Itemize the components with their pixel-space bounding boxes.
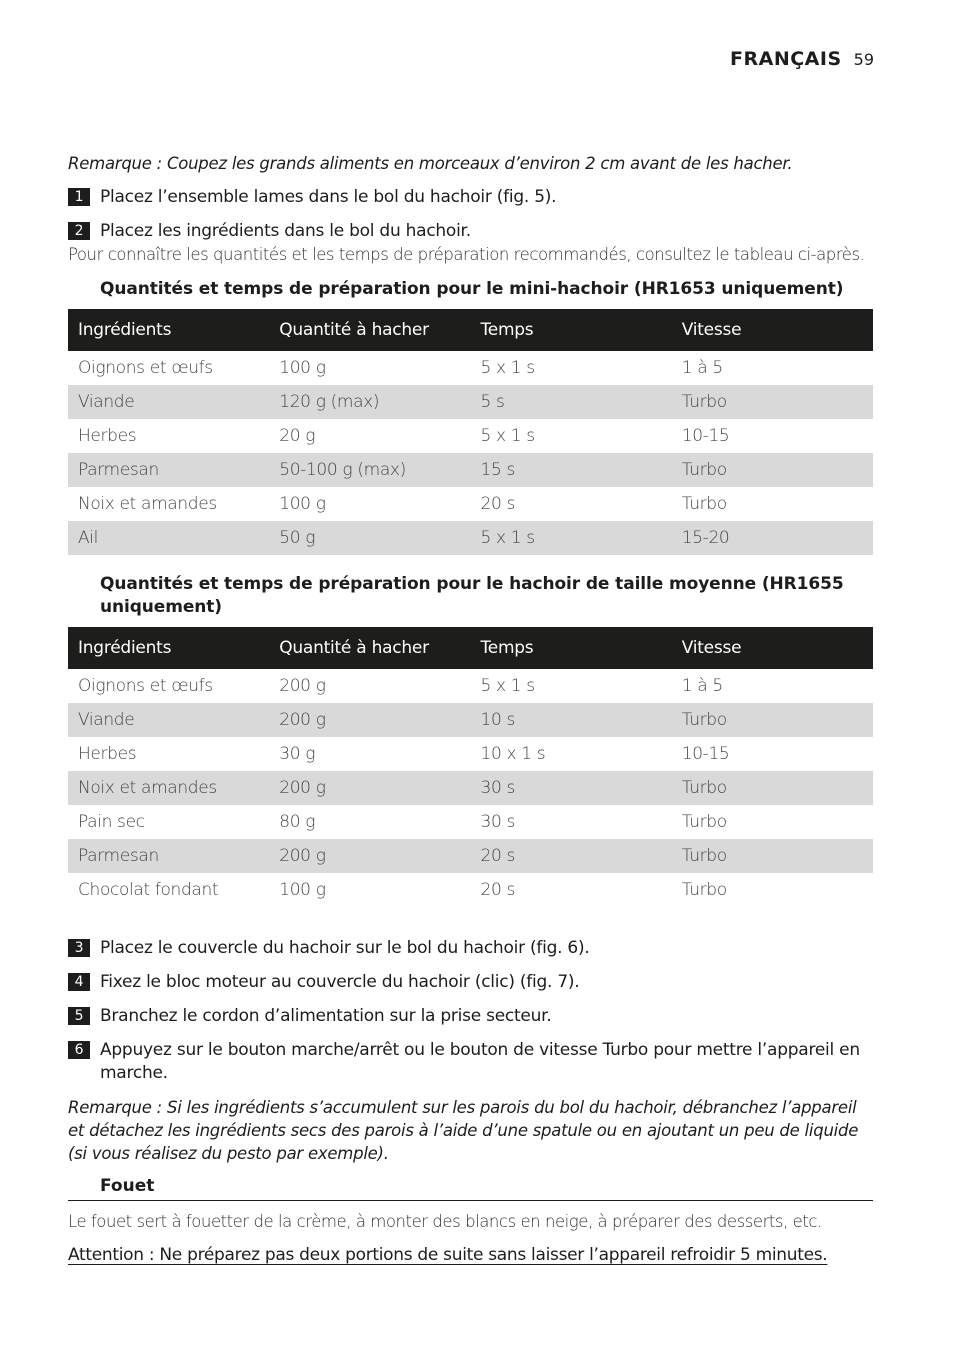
cell-speed: 15-20	[672, 521, 873, 555]
cell-ingredient: Parmesan	[68, 839, 269, 873]
table-row	[68, 805, 873, 839]
step-text: Placez l’ensemble lames dans le bol du hachoir (fig. 5).	[100, 187, 557, 207]
cell-speed: 10-15	[672, 419, 873, 453]
cell-time: 20 s	[471, 873, 672, 907]
step-2	[68, 220, 873, 243]
step-text: Fixez le bloc moteur au couvercle du hachoir (clic) (fig. 7).	[100, 972, 580, 992]
cell-speed: Turbo	[672, 385, 873, 419]
cell-quantity: 50-100 g (max)	[269, 453, 470, 487]
page-number: 59	[853, 50, 874, 69]
cell-speed: 1 à 5	[672, 351, 873, 385]
table-row	[68, 737, 873, 771]
table-row	[68, 703, 873, 737]
cell-quantity: 50 g	[269, 521, 470, 555]
step-number: 1	[68, 188, 90, 206]
table-row	[68, 487, 873, 521]
note-cut-food: Remarque : Coupez les grands aliments en morceaux d’environ 2 cm avant de les hacher.	[68, 154, 793, 173]
cell-quantity: 20 g	[269, 419, 470, 453]
page-header	[730, 48, 874, 70]
cell-ingredient: Oignons et œufs	[68, 351, 269, 385]
cell-quantity: 80 g	[269, 805, 470, 839]
cell-ingredient: Viande	[68, 385, 269, 419]
table-row	[68, 419, 873, 453]
cell-speed: Turbo	[672, 805, 873, 839]
cell-quantity: 200 g	[269, 703, 470, 737]
cell-quantity: 200 g	[269, 839, 470, 873]
cell-ingredient: Viande	[68, 703, 269, 737]
cell-ingredient: Noix et amandes	[68, 771, 269, 805]
cell-speed: Turbo	[672, 839, 873, 873]
cell-time: 15 s	[471, 453, 672, 487]
cell-speed: Turbo	[672, 703, 873, 737]
cell-quantity: 100 g	[269, 873, 470, 907]
cell-speed: Turbo	[672, 453, 873, 487]
cell-quantity: 200 g	[269, 771, 470, 805]
cell-ingredient: Herbes	[68, 419, 269, 453]
step-6	[68, 1039, 873, 1085]
table-body	[68, 669, 873, 907]
cell-ingredient: Pain sec	[68, 805, 269, 839]
note-ingredients: Remarque : Si les ingrédients s’accumulent sur les parois du bol du hachoir, débranchez l’appareil et détachez les ingrédients secs des parois à l’aide d’une spatule ou en ajoutant un peu de liquide (si vous réalisez du pesto par exemple).	[68, 1098, 859, 1163]
cell-ingredient: Chocolat fondant	[68, 873, 269, 907]
cell-ingredient: Ail	[68, 521, 269, 555]
cell-time: 5 x 1 s	[471, 351, 672, 385]
attention-warning: Attention : Ne préparez pas deux portions de suite sans laisser l’appareil refroidir 5 minutes.	[68, 1245, 828, 1265]
header-time: Temps	[471, 627, 672, 669]
step-number: 3	[68, 939, 90, 957]
cell-speed: 10-15	[672, 737, 873, 771]
cell-time: 10 x 1 s	[471, 737, 672, 771]
cell-time: 5 x 1 s	[471, 669, 672, 703]
header-quantity: Quantité à hacher	[269, 309, 470, 351]
cell-quantity: 30 g	[269, 737, 470, 771]
table-hachoir-moyen	[68, 627, 873, 907]
step-text: Appuyez sur le bouton marche/arrêt ou le bouton de vitesse Turbo pour mettre l’appareil en marche.	[100, 1040, 860, 1083]
cell-time: 5 x 1 s	[471, 521, 672, 555]
table-row	[68, 839, 873, 873]
step-text: Placez les ingrédients dans le bol du hachoir.	[100, 221, 471, 241]
step-5	[68, 1005, 873, 1028]
table-header-row	[68, 309, 873, 351]
table-row	[68, 453, 873, 487]
header-quantity: Quantité à hacher	[269, 627, 470, 669]
cell-time: 5 s	[471, 385, 672, 419]
cell-time: 30 s	[471, 805, 672, 839]
cell-ingredient: Oignons et œufs	[68, 669, 269, 703]
cell-quantity: 100 g	[269, 487, 470, 521]
section-title-fouet: Fouet	[68, 1175, 873, 1201]
table-row	[68, 385, 873, 419]
step-number: 2	[68, 222, 90, 240]
cell-time: 30 s	[471, 771, 672, 805]
fouet-text: Le fouet sert à fouetter de la crème, à monter des blancs en neige, à préparer des desserts, etc.	[68, 1212, 822, 1231]
step-1	[68, 186, 873, 209]
cell-time: 5 x 1 s	[471, 419, 672, 453]
step-4	[68, 971, 873, 994]
table-mini-hachoir	[68, 309, 873, 555]
info-text: Pour connaître les quantités et les temps de préparation recommandés, consultez le tableau ci-après.	[68, 245, 865, 264]
cell-time: 10 s	[471, 703, 672, 737]
header-ingredients: Ingrédients	[68, 309, 269, 351]
header-speed: Vitesse	[672, 627, 873, 669]
step-number: 6	[68, 1041, 90, 1059]
cell-ingredient: Noix et amandes	[68, 487, 269, 521]
table1-title: Quantités et temps de préparation pour le mini-hachoir (HR1653 uniquement)	[100, 279, 844, 299]
step-text: Placez le couvercle du hachoir sur le bol du hachoir (fig. 6).	[100, 938, 590, 958]
step-number: 5	[68, 1007, 90, 1025]
cell-speed: 1 à 5	[672, 669, 873, 703]
cell-speed: Turbo	[672, 873, 873, 907]
table-body	[68, 351, 873, 555]
table2-title: Quantités et temps de préparation pour le hachoir de taille moyenne (HR1655 uniquement)	[100, 574, 844, 617]
table-row	[68, 351, 873, 385]
cell-time: 20 s	[471, 487, 672, 521]
header-speed: Vitesse	[672, 309, 873, 351]
table-row	[68, 669, 873, 703]
table-header-row	[68, 627, 873, 669]
header-ingredients: Ingrédients	[68, 627, 269, 669]
cell-speed: Turbo	[672, 771, 873, 805]
cell-quantity: 120 g (max)	[269, 385, 470, 419]
step-text: Branchez le cordon d’alimentation sur la prise secteur.	[100, 1006, 552, 1026]
cell-ingredient: Herbes	[68, 737, 269, 771]
cell-time: 20 s	[471, 839, 672, 873]
table-row	[68, 873, 873, 907]
step-3	[68, 937, 873, 960]
step-number: 4	[68, 973, 90, 991]
cell-speed: Turbo	[672, 487, 873, 521]
cell-ingredient: Parmesan	[68, 453, 269, 487]
table-row	[68, 771, 873, 805]
header-time: Temps	[471, 309, 672, 351]
cell-quantity: 100 g	[269, 351, 470, 385]
cell-quantity: 200 g	[269, 669, 470, 703]
table-row	[68, 521, 873, 555]
language-label: FRANÇAIS	[730, 48, 842, 70]
